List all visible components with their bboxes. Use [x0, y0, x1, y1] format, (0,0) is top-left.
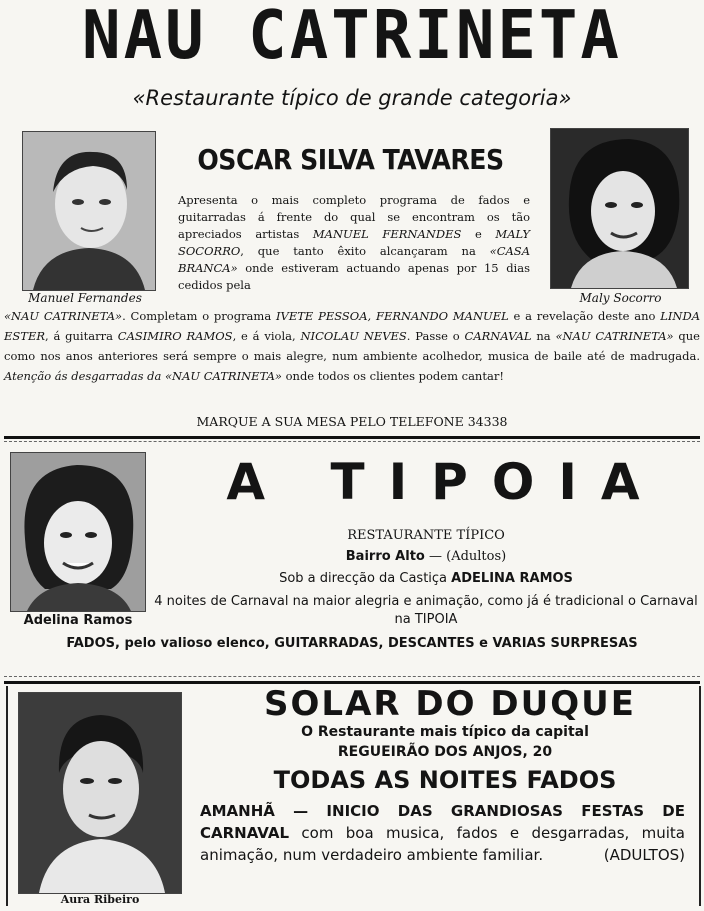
nau-body-run: , e á viola, — [232, 329, 301, 343]
nau-intro-run: e — [461, 227, 496, 241]
nau-body-run: e a revelação deste ano — [508, 309, 661, 323]
nau-catrineta-body — [4, 306, 700, 386]
tipoia-adelina: ADELINA RAMOS — [451, 571, 573, 586]
caption-aura-ribeiro: Aura Ribeiro — [60, 893, 140, 906]
tipoia-adultos: — (Adultos) — [424, 549, 507, 564]
solar-adultos: (ADULTOS) — [603, 846, 685, 864]
nau-body-run: onde todos os clientes podem cantar! — [281, 369, 504, 383]
tipoia-line-restaurante: RESTAURANTE TÍPICO — [347, 528, 505, 543]
nau-body-run: na — [531, 329, 556, 343]
nau-catrineta-intro — [178, 192, 530, 294]
nau-intro-run: «CASA BRANCA» — [178, 244, 530, 275]
solar-body-bold: AMANHÃ — INICIO DAS GRANDIOSAS FESTAS DE CARNAVAL — [200, 802, 685, 842]
nau-body-run: NICOLAU NEVES — [300, 329, 407, 343]
solar-line-address: REGUEIRÃO DOS ANJOS, 20 — [337, 744, 553, 760]
nau-intro-run: MALY SOCORRO — [178, 227, 530, 258]
solar-body — [200, 800, 685, 866]
nau-body-run: «NAU CATRINETA» — [555, 329, 674, 343]
solar-do-duque-title: SOLAR DO DUQUE — [264, 684, 636, 724]
nau-body-run: . Passe o — [406, 329, 465, 343]
tipoia-title: A TIPOIA — [226, 453, 664, 511]
caption-maly-socorro: Maly Socorro — [579, 291, 662, 305]
tipoia-line-bairro — [150, 549, 702, 564]
nau-intro-run: Apresenta o mais completo programa de fados e guitarradas á frente do qual se encontram os tão apreciados artistas — [178, 193, 530, 241]
tipoia-line-carnaval: 4 noites de Carnaval na maior alegria e animação, como já é tradicional o Carnaval na TIPOIA — [154, 594, 698, 627]
tipoia-fados-line: FADOS, pelo valioso elenco, GUITARRADAS, DESCANTES e VARIAS SURPRESAS — [66, 636, 638, 651]
tipoia-direccao-text: Sob a direcção da Castiça — [279, 571, 452, 586]
tipoia-bairro: Bairro Alto — [345, 549, 425, 564]
nau-body-run: que como nos anos anteriores será sempre o mais alegre, num ambiente acolhedor, musica de baile até de madrugada. — [4, 329, 700, 363]
nau-intro-run: onde estiveram actuando apenas por 15 dias cedidos pela — [178, 261, 530, 292]
nau-catrineta-subtitle: «Restaurante típico de grande categoria» — [132, 86, 572, 110]
headline-oscar-silva-tavares: OSCAR SILVA TAVARES — [197, 143, 504, 176]
nau-body-run: CASIMIRO RAMOS — [117, 329, 233, 343]
nau-body-run: LINDA ESTER — [4, 309, 701, 343]
divider — [4, 436, 700, 439]
nau-body-run: «NAU CATRINETA» — [4, 309, 123, 323]
nau-intro-run: , que tanto êxito alcançaram na — [240, 244, 490, 258]
phone-line: MARQUE A SUA MESA PELO TELEFONE 34338 — [196, 414, 508, 429]
caption-manuel-fernandes: Manuel Fernandes — [28, 291, 142, 305]
photo-adelina-ramos — [10, 452, 146, 612]
nau-catrineta-title: NAU CATRINETA — [82, 0, 622, 75]
photo-aura-ribeiro — [18, 692, 182, 894]
nau-body-run: . Completam o programa — [122, 309, 276, 323]
photo-manuel-fernandes — [22, 131, 156, 291]
nau-body-run: , á guitarra — [45, 329, 118, 343]
divider — [4, 441, 700, 442]
solar-headline: TODAS AS NOITES FADOS — [273, 766, 617, 794]
nau-body-run: Atenção ás desgarradas da «NAU CATRINETA» — [4, 369, 282, 383]
divider — [4, 676, 700, 677]
nau-intro-run: MANUEL FERNANDES — [312, 227, 462, 241]
photo-maly-socorro — [550, 128, 689, 289]
nau-body-run: CARNAVAL — [464, 329, 532, 343]
tipoia-line-direccao — [150, 571, 702, 586]
solar-line-restaurante: O Restaurante mais típico da capital — [301, 724, 589, 740]
caption-adelina-ramos: Adelina Ramos — [23, 613, 133, 628]
nau-body-run: IVETE PESSOA, FERNANDO MANUEL — [275, 309, 509, 323]
solar-body-rest: com boa musica, fados e desgarradas, muita animação, num verdadeiro ambiente familiar. — [200, 824, 685, 864]
